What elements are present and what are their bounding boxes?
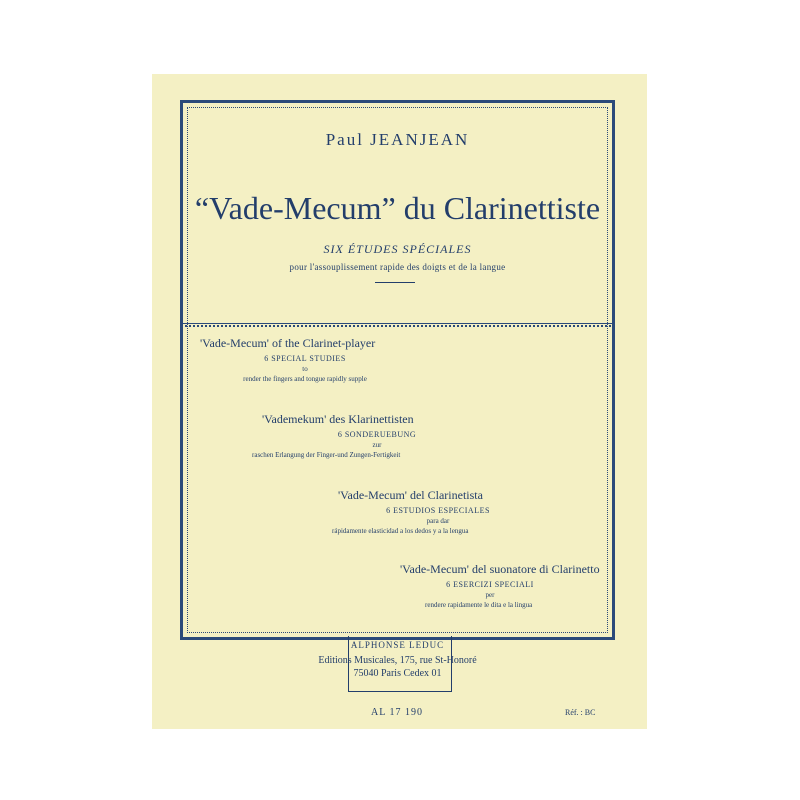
publisher-city: 75040 Paris Cedex 01: [353, 668, 442, 679]
translation-heading: 'Vade-Mecum' del Clarinetista: [338, 488, 483, 502]
translation-studies: 6 SPECIAL STUDIES: [264, 354, 346, 363]
translation-description: render the fingers and tongue rapidly supple: [243, 375, 367, 383]
translation-description: raschen Erlangung der Finger-und Zungen-Fertigkeit: [252, 451, 401, 459]
translation-studies: 6 SONDERUEBUNG: [337, 430, 417, 439]
translation-studies: 6 ESERCIZI SPECIALI: [446, 580, 534, 589]
translation-connector: zur: [372, 441, 382, 449]
cover-subtitle: SIX ÉTUDES SPÉCIALES: [323, 242, 472, 256]
translation-italian: [400, 562, 600, 609]
title-underline-rule: [375, 282, 415, 283]
translation-description: rápidamente elasticidad a los dedos y a la lengua: [332, 527, 469, 535]
catalog-number: AL 17 190: [371, 707, 423, 718]
translation-spanish: [332, 488, 538, 535]
translation-connector: to: [302, 365, 308, 373]
translation-german: [252, 412, 492, 459]
translation-connector: per: [485, 591, 495, 599]
translation-heading: 'Vademekum' des Klarinettisten: [262, 412, 414, 426]
translation-heading: 'Vade-Mecum' del suonatore di Clarinetto: [400, 562, 600, 576]
cover-purpose: pour l'assouplissement rapide des doigts et de la langue: [289, 262, 506, 272]
translation-connector: para dar: [426, 517, 450, 525]
translation-english: [200, 336, 410, 383]
translation-studies: 6 ESTUDIOS ESPECIALES: [386, 506, 490, 515]
reference-code: Réf. : BC: [565, 708, 596, 717]
translation-description: rendere rapidamente le dita e la lingua: [425, 601, 533, 609]
section-divider: [180, 323, 615, 327]
publisher-name: ALPHONSE LEDUC: [350, 640, 445, 650]
cover-title: “Vade-Mecum” du Clarinettiste: [194, 190, 601, 226]
author-name: Paul JEANJEAN: [325, 130, 470, 149]
translation-heading: 'Vade-Mecum' of the Clarinet-player: [200, 336, 376, 350]
publisher-address: Editions Musicales, 175, rue St-Honoré: [318, 655, 477, 666]
